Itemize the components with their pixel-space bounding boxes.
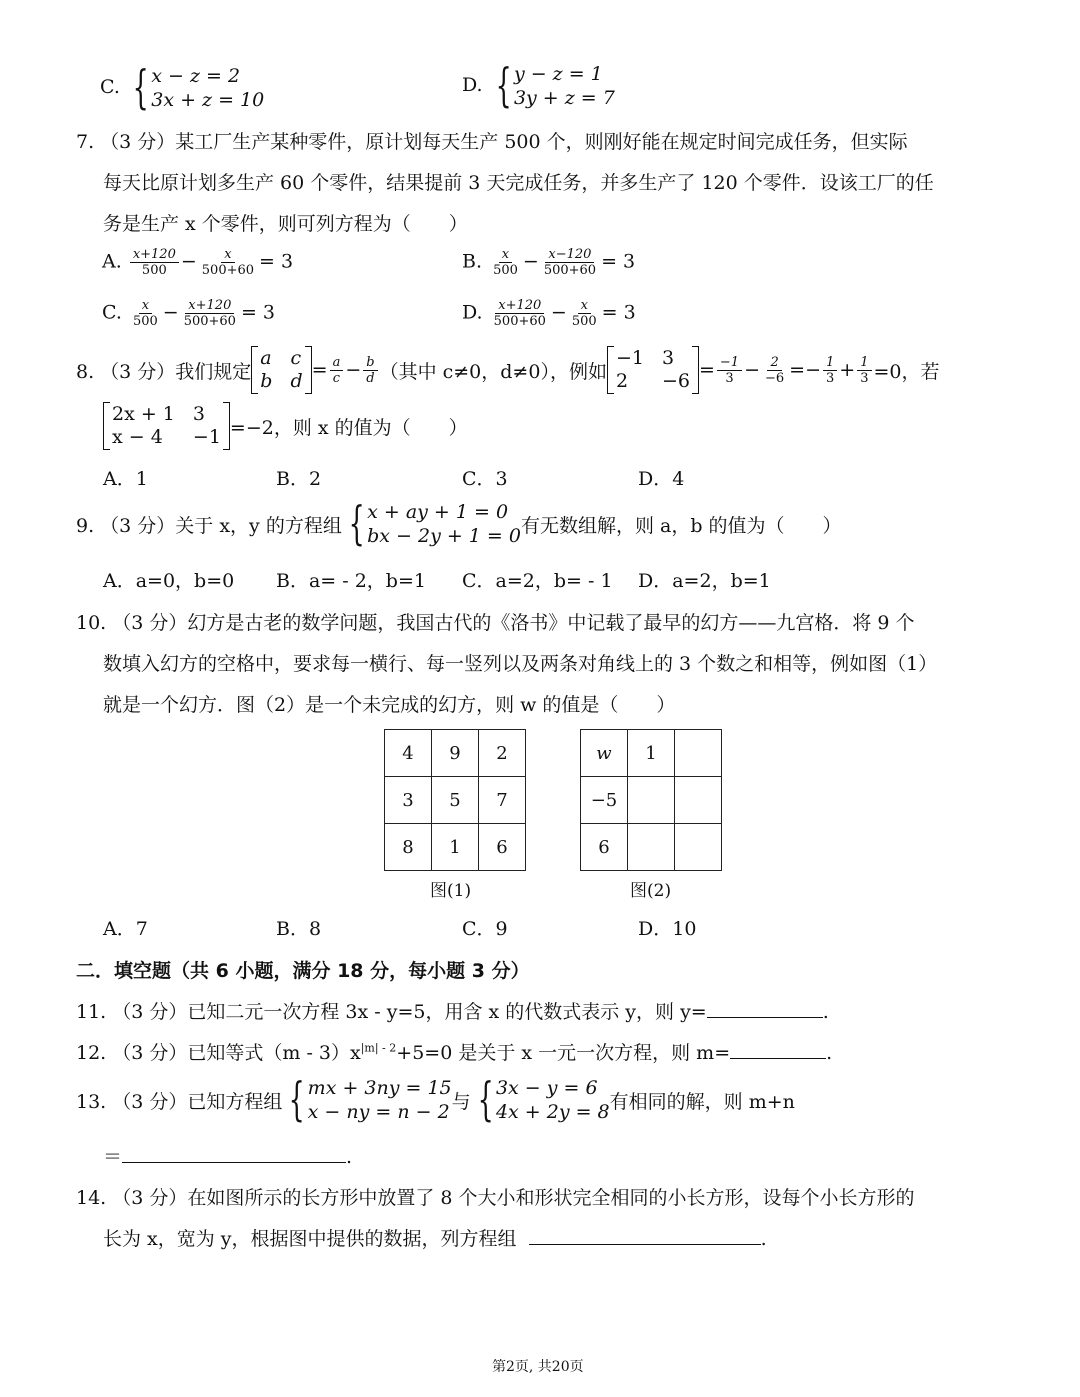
brace-icon: { — [132, 60, 149, 114]
matrix-example: −1 3 2 −6 — [607, 346, 699, 394]
q10-option-c: C．9 — [462, 918, 508, 940]
q8-option-b: B．2 — [276, 468, 322, 490]
q8-option-c: C．3 — [462, 468, 508, 490]
q7-line1: 7. （3 分）某工厂生产某种零件，原计划每天生产 500 个，则刚好能在规定时间完成任务，但实际 — [76, 131, 908, 153]
brace-icon: { — [288, 1072, 306, 1126]
section-title: 二．填空题（共 6 小题，满分 18 分，每小题 3 分） — [76, 960, 530, 982]
matrix-question: 2x + 1 3 x − 4 −1 — [103, 402, 230, 450]
q13-line1: 13. （3 分）已知方程组 { mx + 3ny = 15 x − ny = n − 2 与 { 3x − y = 6 4x + 2y = 8 有相同的解，则 m+n — [76, 1072, 795, 1126]
brace-icon: { — [348, 496, 365, 550]
q13-line2: ＝ . — [103, 1146, 353, 1168]
q6-d-system: { y − z = 1 3y + z = 7 — [495, 58, 615, 112]
q7-option-b: B. $\frac{x}{500}$ − $\frac{x-120}{500+60}$ = 3 — [462, 247, 636, 278]
q10-line3: 就是一个幻方．图（2）是一个未完成的幻方，则 w 的值是（ ） — [103, 694, 676, 716]
q10-option-a: A．7 — [103, 918, 148, 940]
q9-system: { x + ay + 1 = 0 bx − 2y + 1 = 0 — [348, 496, 521, 550]
answer-blank[interactable] — [730, 1040, 826, 1059]
q8-option-d: D．4 — [638, 468, 685, 490]
q8-line1: 8. （3 分）我们规定 a c b d = $\frac{a}{c}$ − $\frac{b}{d}$ （其中 c≠0，d≠0），例如 −1 3 2 −6 = $\frac{-1}{3}$ − $\frac{2}{-6}$ =− $\frac{1}{3}$ + $\frac{1}{3}$ =0，若 — [76, 347, 940, 392]
q9-option-a: A．a=0，b=0 — [103, 570, 235, 592]
q9-option-d: D．a=2，b=1 — [638, 570, 771, 592]
q8-line2: 2x + 1 3 x − 4 −1 =−2，则 x 的值为（ ） — [103, 402, 468, 450]
q6-option-c: C. { x − z = 2 3x + z = 10 — [100, 60, 265, 114]
answer-blank[interactable] — [122, 1144, 346, 1163]
magic-square-2: w 1 −5 6 — [580, 729, 722, 871]
q14-line2: 长为 x，宽为 y，根据图中提供的数据，列方程组 . — [103, 1228, 767, 1250]
q6-option-d: D. { y − z = 1 3y + z = 7 — [462, 58, 615, 112]
q14-line1: 14. （3 分）在如图所示的长方形中放置了 8 个大小和形状完全相同的小长方形，设每个小长方形的 — [76, 1187, 915, 1209]
q10-option-b: B．8 — [276, 918, 322, 940]
q10-line2: 数填入幻方的空格中，要求每一横行、每一竖列以及两条对角线上的 3 个数之和相等，例如图（1） — [103, 653, 938, 675]
q10-line1: 10. （3 分）幻方是古老的数学问题，我国古代的《洛书》中记载了最早的幻方——九宫格．将 9 个 — [76, 612, 915, 634]
answer-blank[interactable] — [707, 999, 823, 1018]
magic-square-1: 4 9 2 3 5 7 8 1 6 — [384, 729, 526, 871]
q12: 12. （3 分）已知等式$(m - 3)x^{|m| - 2}+5=0$ 是关于 x 一元一次方程，则 m= . — [76, 1041, 833, 1064]
q9-option-c: C．a=2，b= - 1 — [462, 570, 613, 592]
q7-option-a: A. $\frac{x+120}{500}$ − $\frac{x}{500+60}$ = 3 — [102, 247, 294, 278]
q13-system-1: { mx + 3ny = 15 x − ny = n − 2 — [288, 1072, 452, 1126]
q7-line3: 务是生产 x 个零件，则可列方程为（ ） — [103, 213, 468, 235]
q8-option-a: A．1 — [103, 468, 148, 490]
q10-option-d: D．10 — [638, 918, 697, 940]
q9-option-b: B．a= - 2，b=1 — [276, 570, 426, 592]
caption-figure-2: 图(2) — [630, 881, 672, 901]
caption-figure-1: 图(1) — [430, 881, 472, 901]
q7-option-c: C. $\frac{x}{500}$ − $\frac{x+120}{500+60}$ = 3 — [102, 298, 276, 329]
q7-option-d: D. $\frac{x+120}{500+60}$ − $\frac{x}{500}$ = 3 — [462, 298, 636, 329]
matrix-definition: a c b d — [251, 346, 311, 394]
brace-icon: { — [495, 58, 512, 112]
page-number: 第2页, 共20页 — [492, 1359, 584, 1375]
q11: 11. （3 分）已知二元一次方程 3x - y=5，用含 x 的代数式表示 y，则 y= . — [76, 1001, 829, 1023]
answer-blank[interactable] — [529, 1226, 761, 1245]
q6-c-system: { x − z = 2 3x + z = 10 — [132, 60, 265, 114]
q13-system-2: { 3x − y = 6 4x + 2y = 8 — [477, 1072, 610, 1126]
q9-line1: 9. （3 分）关于 x，y 的方程组 { x + ay + 1 = 0 bx − 2y + 1 = 0 有无数组解，则 a，b 的值为（ ） — [76, 496, 842, 550]
brace-icon: { — [477, 1072, 494, 1126]
q7-line2: 每天比原计划多生产 60 个零件，结果提前 3 天完成任务，并多生产了 120 个零件．设该工厂的任 — [103, 172, 934, 194]
